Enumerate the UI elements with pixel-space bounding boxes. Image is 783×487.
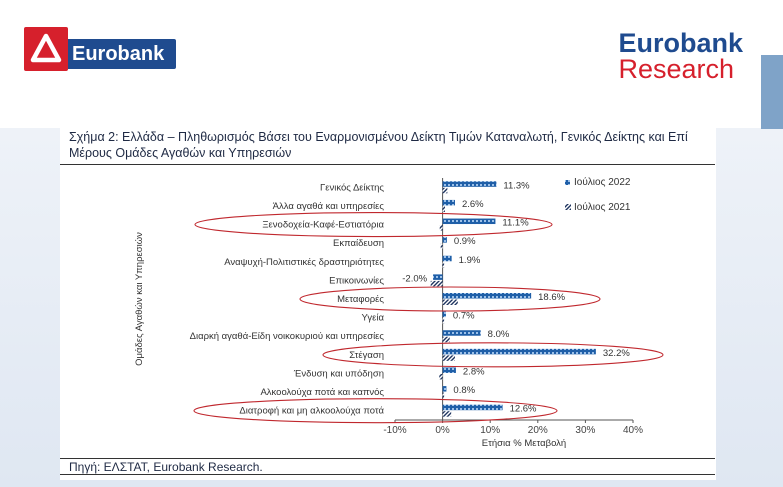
bar-2022-εκπαίδευση	[443, 237, 447, 243]
bar-2021-ξενοδοχεία-καφέ-εστιατόρια	[440, 225, 443, 231]
research-line2: Research	[618, 54, 735, 84]
legend-swatch-2021	[565, 204, 571, 210]
x-tick-label: 30%	[575, 425, 596, 436]
data-label: 32.2%	[602, 347, 630, 359]
legend-swatch-2022	[565, 180, 570, 185]
bar-2021-μεταφορές	[443, 300, 458, 306]
figure-source: Πηγή: ΕΛΣΤΑΤ, Eurobank Research.	[69, 460, 263, 474]
bar-2022-γενικός-δείκτης	[443, 181, 497, 187]
bar-2022-μεταφορές	[443, 293, 532, 299]
bar-2021-αναψυχή-πολιτιστικές-δραστηριότητες	[443, 262, 445, 268]
legend-label-2022: Ιούλιος 2022	[574, 177, 631, 188]
research-line1: Eurobank	[618, 28, 743, 58]
category-label: Στέγαση	[349, 349, 384, 361]
bar-2022-ξενοδοχεία-καφέ-εστιατόρια	[443, 219, 496, 225]
category-label: Διατροφή και μη αλκοολούχα ποτά	[239, 405, 384, 417]
category-label: Εκπαίδευση	[333, 238, 384, 250]
x-tick-label: 20%	[527, 425, 548, 436]
logo-text: Eurobank	[72, 43, 165, 65]
data-label: 0.8%	[453, 385, 476, 397]
category-label: Υγεία	[361, 312, 384, 324]
category-label: Ξενοδοχεία-Καφέ-Εστιατόρια	[262, 219, 384, 231]
bar-2022-στέγαση	[443, 349, 596, 355]
bar-2021-διαρκή-αγαθά-είδη-νοικοκυριού-και-υπηρεσίες	[443, 337, 450, 343]
bar-2021-επικοινωνίες	[431, 281, 443, 287]
bar-2022-αλκοολούχα-ποτά-και-καπνός	[443, 386, 447, 392]
bar-2021-στέγαση	[443, 355, 455, 361]
legend-label-2021: Ιούλιος 2021	[574, 202, 631, 213]
bar-2022-ένδυση-και-υπόδηση	[443, 367, 456, 373]
category-label: Γενικός Δείκτης	[320, 182, 384, 194]
bar-2021-γενικός-δείκτης	[443, 188, 448, 194]
category-label: Επικοινωνίες	[329, 275, 384, 287]
x-tick-label: -10%	[383, 425, 407, 436]
bar-2022-υγεία	[443, 312, 446, 318]
bar-2022-διαρκή-αγαθά-είδη-νοικοκυριού-και-υπηρεσίες	[443, 330, 481, 336]
bar-2022-άλλα-αγαθά-και-υπηρεσίες	[443, 200, 455, 206]
category-label: Ένδυση και υπόδηση	[293, 368, 384, 380]
data-label: 0.7%	[452, 310, 475, 322]
bar-2021-αλκοολούχα-ποτά-και-καπνός	[443, 393, 445, 399]
bar-2021-διατροφή-και-μη-αλκοολούχα-ποτά	[443, 411, 452, 417]
data-label: 1.9%	[458, 254, 481, 266]
category-label: Μεταφορές	[337, 294, 384, 305]
data-label: 2.8%	[462, 366, 485, 378]
bar-2021-εκπαίδευση	[441, 244, 443, 250]
x-tick-label: 10%	[480, 425, 501, 436]
data-label: 18.6%	[538, 292, 566, 303]
y-axis-title: Ομάδες Αγαθών και Υπηρεσιών	[134, 232, 145, 366]
category-label: Διαρκή αγαθά-Είδη νοικοκυριού και υπηρεσίες	[189, 331, 384, 343]
data-label: 11.1%	[502, 217, 529, 229]
bar-2022-επικοινωνίες	[433, 274, 443, 280]
x-axis-title: Ετήσια % Μεταβολή	[481, 438, 567, 449]
bar-2022-διατροφή-και-μη-αλκοολούχα-ποτά	[443, 405, 503, 411]
category-label: Άλλα αγαθά και υπηρεσίες	[272, 200, 384, 212]
category-label: Αλκοολούχα ποτά και καπνός	[260, 387, 384, 399]
data-label: 8.0%	[487, 329, 510, 341]
data-label: 2.6%	[461, 198, 484, 210]
data-label: 12.6%	[509, 403, 537, 415]
category-label: Αναψυχή-Πολιτιστικές δραστηριότητες	[224, 256, 384, 268]
data-label: -2.0%	[402, 273, 428, 285]
bar-2021-υγεία	[443, 318, 445, 324]
data-label: 0.9%	[453, 236, 476, 248]
bar-2021-άλλα-αγαθά-και-υπηρεσίες	[443, 206, 445, 212]
bar-2022-αναψυχή-πολιτιστικές-δραστηριότητες	[443, 256, 452, 262]
x-tick-label: 40%	[622, 425, 644, 436]
data-label: 11.3%	[503, 180, 530, 192]
figure-title: Σχήμα 2: Ελλάδα – Πληθωρισμός Βάσει του Εναρμονισμένου Δείκτη Τιμών Καταναλωτή, Γενικός Δείκτης και Επί Μέρους Ομάδες Αγαθών και Υπηρεσιών	[69, 130, 688, 160]
bar-2021-ένδυση-και-υπόδηση	[439, 374, 442, 380]
x-tick-label: 0%	[435, 425, 450, 436]
